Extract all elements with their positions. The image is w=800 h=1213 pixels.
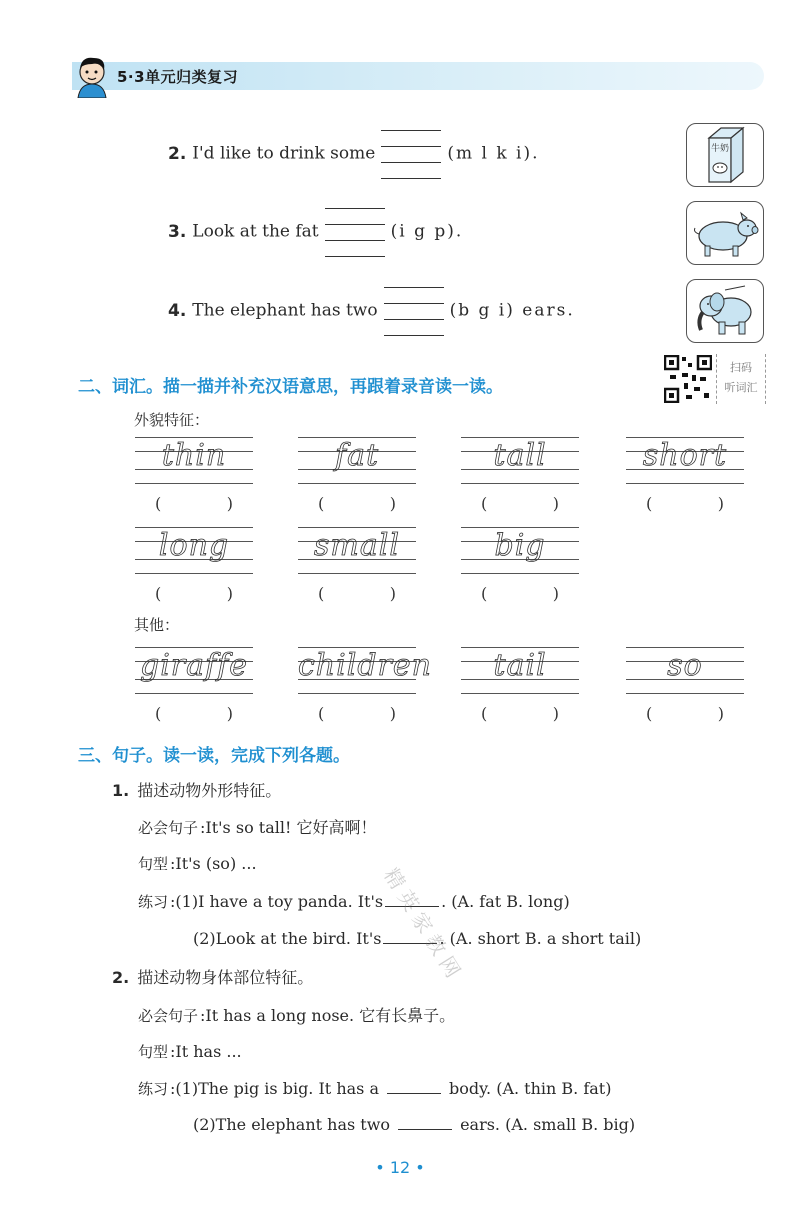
vocab-word: long: [158, 528, 230, 563]
meaning-blank[interactable]: ( ): [481, 704, 559, 723]
question-3: [168, 208, 463, 256]
item-2-practice-2: (2)The elephant has two ears. (A. small B. big): [193, 1115, 636, 1134]
boy-mascot-icon: [72, 54, 112, 98]
vocab-cell: [135, 527, 253, 603]
scan-to-listen-label: [716, 354, 766, 404]
pattern-tag: 句型: [138, 855, 169, 873]
answer-blank[interactable]: [387, 1080, 441, 1094]
scan-label-line-1: 扫码: [730, 361, 752, 374]
other-label: 其他：: [134, 616, 180, 634]
milk-carton-icon: [687, 124, 765, 188]
question-letters: (i g p).: [390, 221, 464, 242]
elephant-icon: [687, 280, 765, 344]
vocab-cell: [461, 527, 579, 603]
question-text: I'd like to drink some: [192, 143, 376, 164]
meaning-blank[interactable]: ( ): [155, 704, 233, 723]
four-line-blank[interactable]: [384, 287, 444, 335]
question-number: 2.: [168, 143, 187, 164]
vocab-word: small: [314, 528, 400, 563]
scan-label-line-2: 听词汇: [724, 381, 758, 394]
meaning-blank[interactable]: ( ): [646, 494, 724, 513]
vocab-word: big: [494, 528, 546, 563]
vocab-cell: [135, 437, 253, 513]
item-1-practice-2: (2)Look at the bird. It's . (A. short B. a short tail): [193, 929, 642, 948]
vocab-word: so: [667, 648, 703, 683]
four-line-blank[interactable]: [381, 130, 441, 178]
meaning-blank[interactable]: ( ): [646, 704, 724, 723]
pig-picture: [686, 201, 764, 265]
must-tag: 必会句子: [138, 819, 199, 837]
question-letters: (m l k i).: [447, 143, 540, 164]
page-number: • 12 •: [375, 1158, 425, 1177]
vocab-word: giraffe: [140, 648, 248, 683]
vocab-word: thin: [161, 438, 227, 473]
item-1-must-sentence: 必会句子 :It's so tall! 它好高啊！: [138, 818, 377, 837]
watermark: 精英家教网: [379, 863, 469, 987]
item-2-heading: 2. 描述动物身体部位特征。: [112, 968, 314, 987]
meaning-blank[interactable]: ( ): [318, 494, 396, 513]
vocab-cell: [626, 647, 744, 723]
practice-tag: 练习: [138, 1080, 169, 1098]
must-tag: 必会句子: [138, 1007, 199, 1025]
question-4: [168, 287, 575, 335]
vocab-cell: [298, 647, 432, 723]
pig-icon: [687, 202, 765, 266]
answer-blank[interactable]: [398, 1116, 452, 1130]
meaning-blank[interactable]: ( ): [155, 584, 233, 603]
item-2-pattern: 句型 :It has ...: [138, 1042, 242, 1061]
four-line-blank[interactable]: [325, 208, 385, 256]
header-title: 5·3单元归类复习: [117, 68, 239, 86]
appearance-label: 外貌特征：: [134, 411, 210, 429]
meaning-blank[interactable]: ( ): [318, 704, 396, 723]
question-number: 3.: [168, 221, 187, 242]
section-3-title: 三、句子。读一读，完成下列各题。: [78, 746, 350, 766]
item-2-practice-1: 练习 :(1)The pig is big. It has a body. (A. thin B. fat): [138, 1079, 612, 1098]
milk-carton-label: 牛奶: [711, 144, 730, 154]
item-2-must-sentence: 必会句子 :It has a long nose. 它有长鼻子。: [138, 1006, 456, 1025]
meaning-blank[interactable]: ( ): [481, 584, 559, 603]
question-text: Look at the fat: [192, 221, 319, 242]
practice-tag: 练习: [138, 893, 169, 911]
question-letters: (b g i) ears.: [449, 300, 575, 321]
vocab-word: short: [642, 438, 728, 473]
vocab-cell: [298, 437, 416, 513]
item-1-pattern: 句型 :It's (so) ...: [138, 854, 257, 873]
section-2-title: 二、词汇。描一描并补充汉语意思，再跟着录音读一读。: [78, 377, 503, 397]
question-text: The elephant has two: [192, 300, 378, 321]
milk-picture: [686, 123, 764, 187]
vocab-word: tail: [493, 648, 547, 683]
meaning-blank[interactable]: ( ): [481, 494, 559, 513]
vocab-cell: [298, 527, 416, 603]
meaning-blank[interactable]: ( ): [155, 494, 233, 513]
vocab-cell: [461, 647, 579, 723]
item-1-practice-1: 练习 :(1)I have a toy panda. It's . (A. fat B. long): [138, 892, 570, 911]
pattern-tag: 句型: [138, 1043, 169, 1061]
vocab-word: children: [298, 648, 432, 683]
vocab-cell: [135, 647, 253, 723]
meaning-blank[interactable]: ( ): [318, 584, 396, 603]
question-number: 4.: [168, 300, 187, 321]
item-1-heading: 1. 描述动物外形特征。: [112, 781, 282, 800]
elephant-picture: [686, 279, 764, 343]
vocab-word: fat: [334, 438, 380, 473]
qr-code-icon[interactable]: [664, 355, 712, 403]
vocab-cell: [626, 437, 744, 513]
vocab-word: tall: [493, 438, 547, 473]
question-2: [168, 130, 540, 178]
vocab-cell: [461, 437, 579, 513]
